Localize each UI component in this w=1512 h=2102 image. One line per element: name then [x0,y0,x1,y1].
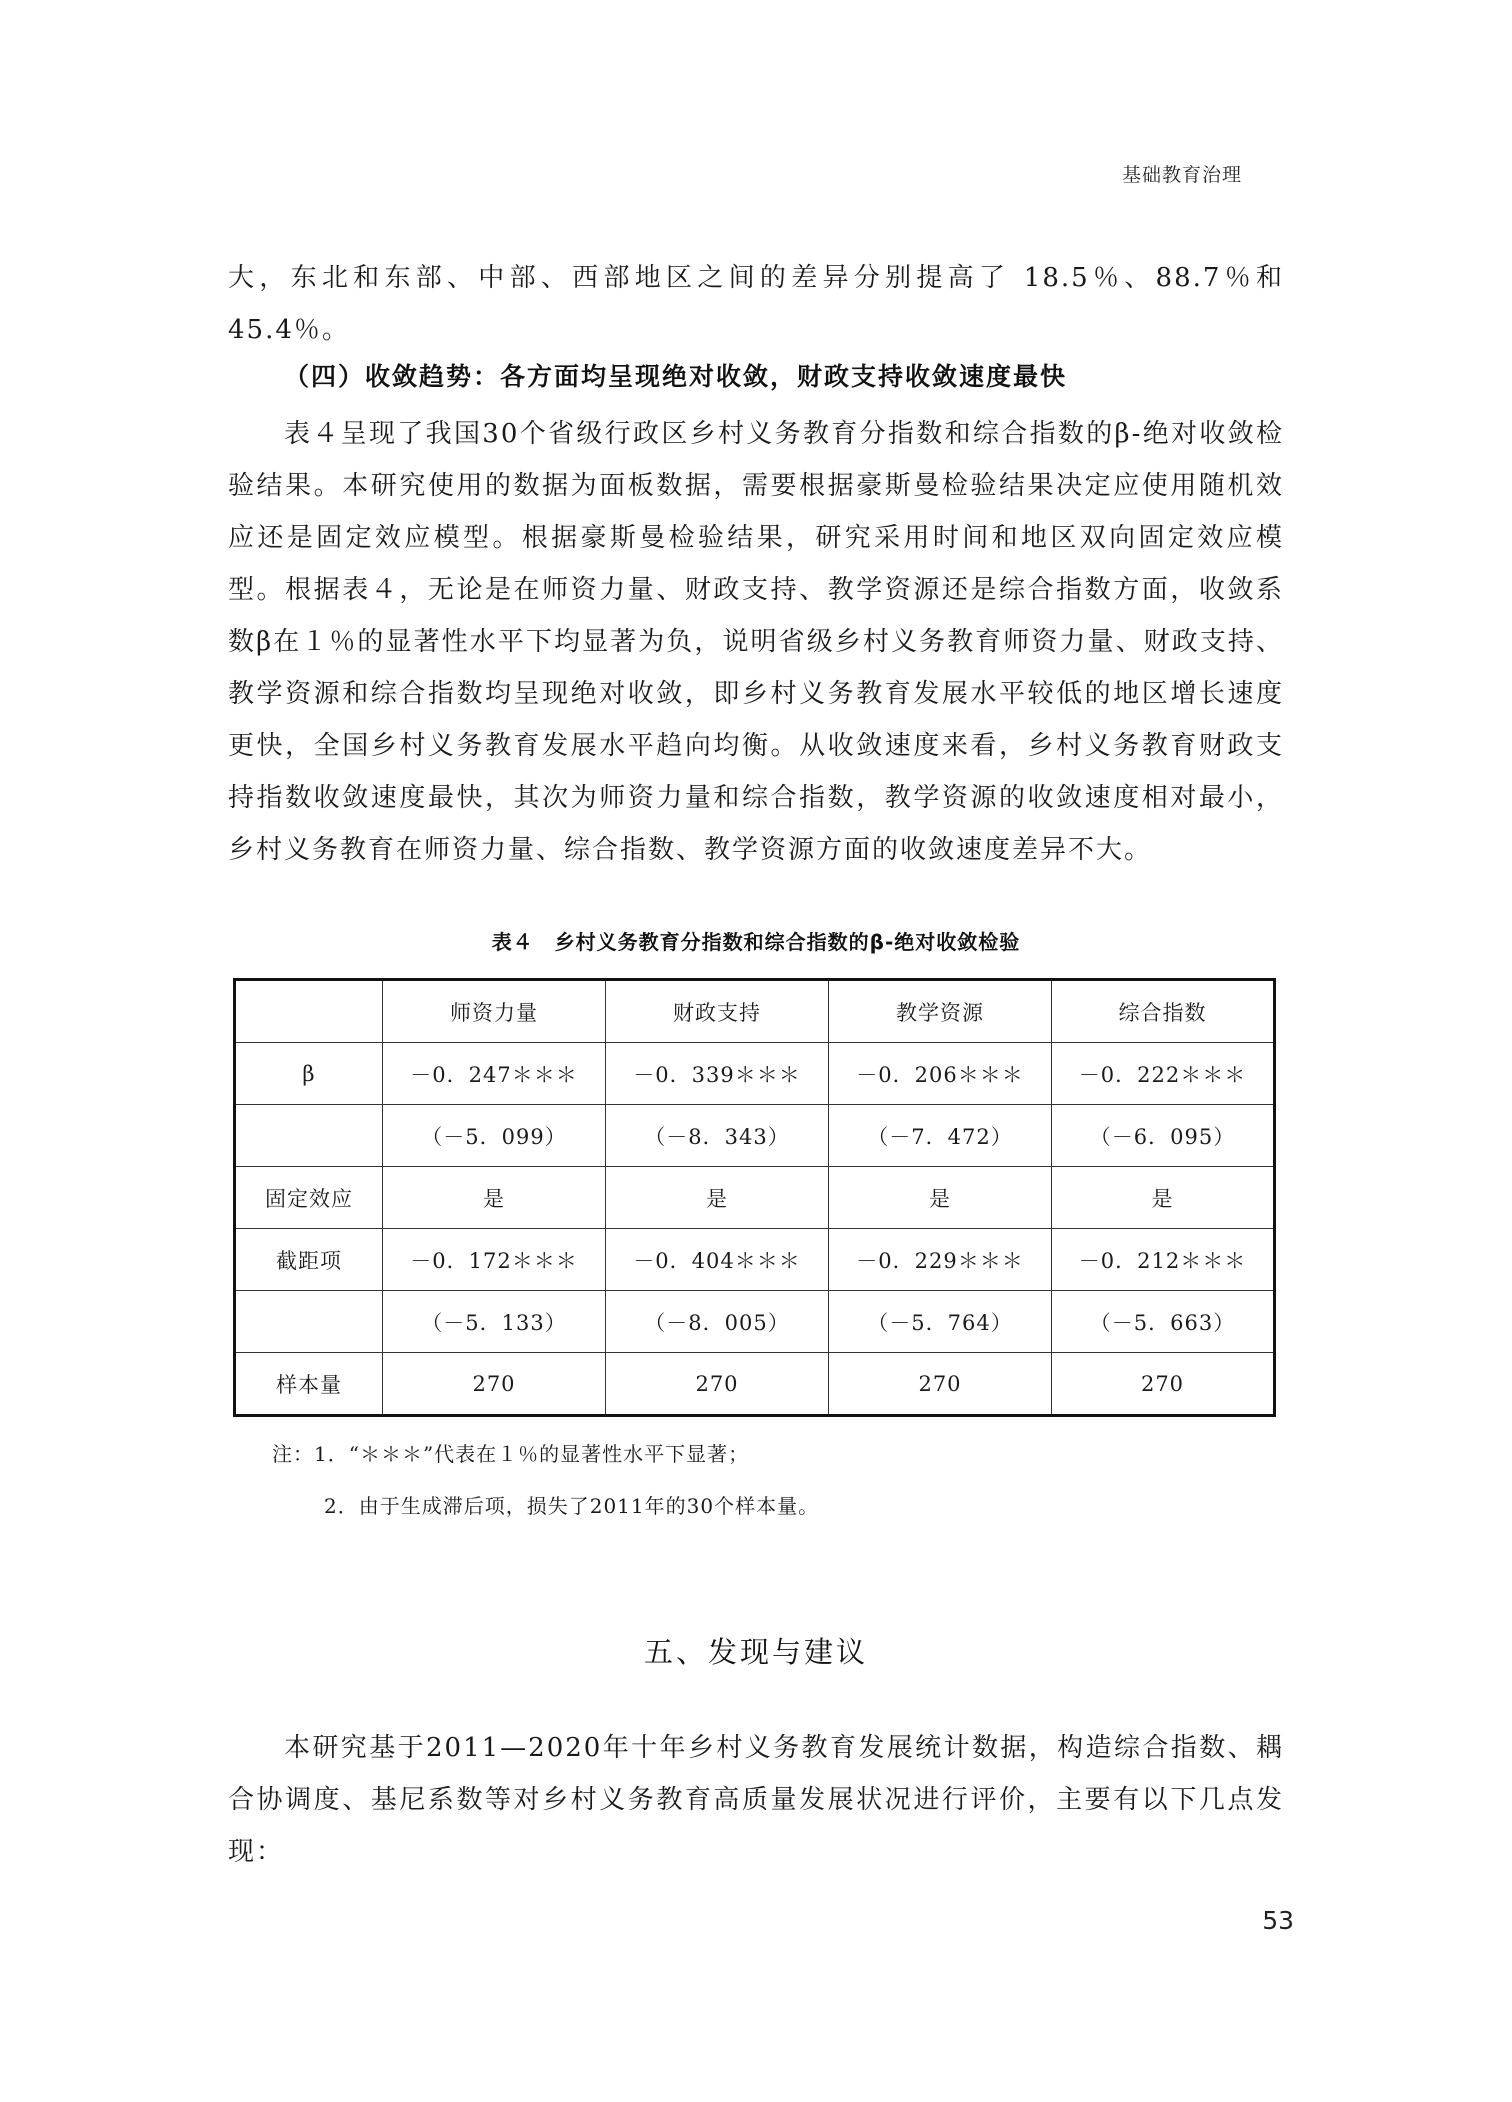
table-cell: 270 [606,1353,829,1416]
continued-paragraph [228,252,1284,356]
table-row [235,1291,1275,1353]
table-cell: 是 [829,1167,1052,1229]
table-row [235,1105,1275,1167]
row-label: β [235,1043,383,1105]
table-cell: （－5．663） [1052,1291,1275,1353]
running-header: 基础教育治理 [1121,164,1242,186]
row-label [235,1105,383,1167]
table-notes [272,1428,819,1532]
row-label [235,1291,383,1353]
table-cell: （－7．472） [829,1105,1052,1167]
table-row [235,1043,1275,1105]
page-number: 53 [1262,1906,1294,1935]
table-cell: （－8．005） [606,1291,829,1353]
header-cell: 师资力量 [383,980,606,1043]
table-cell: －0．222＊＊＊ [1052,1043,1275,1105]
table-cell: －0．339＊＊＊ [606,1043,829,1105]
table-cell: －0．247＊＊＊ [383,1043,606,1105]
table-cell: －0．206＊＊＊ [829,1043,1052,1105]
header-cell: 教学资源 [829,980,1052,1043]
paragraph-text: 大，东北和东部、中部、西部地区之间的差异分别提高了 18.5％、88.7％和45.4％。 [228,263,1284,345]
row-label: 样本量 [235,1353,383,1416]
table-cell: 270 [829,1353,1052,1416]
table-header-row [235,980,1275,1043]
row-label: 截距项 [235,1229,383,1291]
table-cell: －0．172＊＊＊ [383,1229,606,1291]
convergence-table [233,978,1276,1417]
table-row [235,1167,1275,1229]
table-cell: （－5．099） [383,1105,606,1167]
table-cell: 是 [383,1167,606,1229]
table-cell: －0．404＊＊＊ [606,1229,829,1291]
table-cell: 是 [1052,1167,1275,1229]
table-note: 注：1．“＊＊＊”代表在１％的显著性水平下显著； [272,1442,750,1466]
header-cell: 综合指数 [1052,980,1275,1043]
table-note: 2．由于生成滞后项，损失了2011年的30个样本量。 [324,1494,820,1518]
table-cell: －0．229＊＊＊ [829,1229,1052,1291]
main-paragraph [228,408,1284,876]
table-cell: 270 [383,1353,606,1416]
table-cell: （－5．133） [383,1291,606,1353]
table-row [235,1353,1275,1416]
paragraph-text: 本研究基于2011—2020年十年乡村义务教育发展统计数据，构造综合指数、耦合协调度、基尼系数等对乡村义务教育高质量发展状况进行评价，主要有以下几点发现： [228,1733,1284,1867]
table-cell: －0．212＊＊＊ [1052,1229,1275,1291]
table-cell: （－5．764） [829,1291,1052,1353]
table-caption: 表４ 乡村义务教育分指数和综合指数的β-绝对收敛检验 [491,930,1021,954]
header-cell [235,980,383,1043]
table-cell: （－6．095） [1052,1105,1275,1167]
section-title: 五、发现与建议 [643,1635,868,1669]
table-row [235,1229,1275,1291]
table-cell: 是 [606,1167,829,1229]
row-label: 固定效应 [235,1167,383,1229]
section-paragraph [228,1722,1284,1878]
paragraph-text: 表４呈现了我国30个省级行政区乡村义务教育分指数和综合指数的β-绝对收敛检验结果。本研究使用的数据为面板数据，需要根据豪斯曼检验结果决定应使用随机效应还是固定效应模型。根据豪斯曼检验结果，研究采用时间和地区双向固定效应模型。根据表４，无论是在师资力量、财政支持、教学资源还是综合指数方面，收敛系数β在１％的显著性水平下均显著为负，说明省级乡村义务教育师资力量、财政支持、教学资源和综合指数均呈现绝对收敛，即乡村义务教育发展水平较低的地区增长速度更快，全国乡村义务教育发展水平趋向均衡。从收敛速度来看，乡村义务教育财政支持指数收敛速度最快，其次为师资力量和综合指数，教学资源的收敛速度相对最小，乡村义务教育在师资力量、综合指数、教学资源方面的收敛速度差异不大。 [228,419,1284,865]
subsection-heading: （四）收敛趋势：各方面均呈现绝对收敛，财政支持收敛速度最快 [284,362,1068,391]
table-cell: （－8．343） [606,1105,829,1167]
header-cell: 财政支持 [606,980,829,1043]
table-cell: 270 [1052,1353,1275,1416]
